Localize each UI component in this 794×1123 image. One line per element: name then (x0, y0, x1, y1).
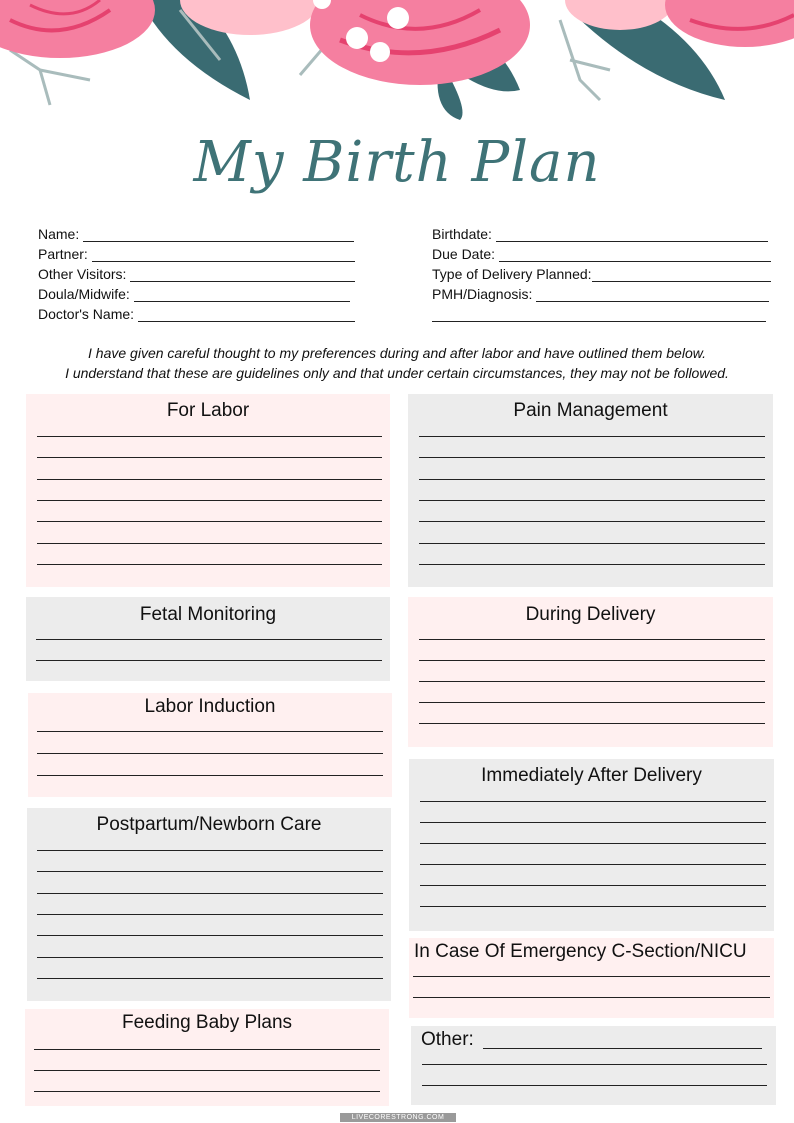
section-title: During Delivery (525, 604, 656, 625)
blank-line[interactable] (37, 521, 382, 522)
birthdate-field[interactable] (432, 224, 768, 242)
blank-line[interactable] (419, 723, 765, 724)
field-label: Partner: (38, 246, 88, 262)
blank-line[interactable] (419, 660, 765, 661)
field-label: Doula/Midwife: (38, 286, 130, 302)
section-title: Other: (421, 1029, 474, 1050)
blank-line[interactable] (92, 247, 355, 262)
page-title: My Birth Plan (193, 130, 601, 195)
blank-line[interactable] (37, 479, 382, 480)
field-label: Birthdate: (432, 226, 492, 242)
blank-line[interactable] (419, 479, 765, 480)
blank-line[interactable] (419, 436, 765, 437)
floral-header-illustration (0, 0, 794, 125)
section-title: For Labor (166, 400, 250, 421)
section-labor-induction (28, 693, 392, 797)
blank-line[interactable] (37, 935, 383, 936)
section-fetal-monitoring (26, 597, 390, 681)
section-title: Feeding Baby Plans (121, 1012, 293, 1033)
blank-line[interactable] (34, 1091, 380, 1092)
partner-field[interactable] (38, 244, 355, 262)
blank-line[interactable] (37, 564, 382, 565)
blank-line[interactable] (37, 850, 383, 851)
blank-line[interactable] (138, 307, 355, 322)
blank-line[interactable] (420, 864, 766, 865)
field-label: Other Visitors: (38, 266, 127, 282)
blank-line[interactable] (37, 978, 383, 979)
blank-line[interactable] (592, 267, 771, 282)
blank-line[interactable] (419, 521, 765, 522)
blank-line[interactable] (419, 702, 765, 703)
section-feeding-baby-plans (25, 1009, 389, 1106)
blank-line[interactable] (419, 543, 765, 544)
intro-line-2: I understand that these are guidelines only and that under certain circumstances, they may not be followed. (65, 365, 729, 381)
due-date-field[interactable] (432, 244, 771, 262)
blank-line[interactable] (36, 639, 382, 640)
section-for-labor (26, 394, 390, 587)
field-label: PMH/Diagnosis: (432, 286, 533, 302)
blank-line[interactable] (37, 436, 382, 437)
field-label: Doctor's Name: (38, 306, 135, 322)
blank-line[interactable] (37, 753, 383, 754)
blank-line[interactable] (34, 1070, 380, 1071)
intro-line-1: I have given careful thought to my preferences during and after labor and have outlined them below. (88, 345, 706, 361)
section-title: Postpartum/Newborn Care (96, 814, 322, 835)
blank-line[interactable] (420, 822, 766, 823)
blank-line[interactable] (419, 457, 765, 458)
doula-midwife-field[interactable] (38, 284, 350, 302)
blank-line[interactable] (37, 731, 383, 732)
field-label: Name: (38, 226, 80, 242)
blank-line[interactable] (413, 976, 770, 977)
section-title: Labor Induction (144, 696, 276, 717)
delivery-type-field[interactable] (432, 264, 771, 282)
blank-line[interactable] (419, 500, 765, 501)
blank-line[interactable] (37, 914, 383, 915)
blank-line[interactable] (37, 500, 382, 501)
blank-line[interactable] (483, 1048, 762, 1049)
section-emergency-c-section-nicu (409, 938, 774, 1018)
section-immediately-after-delivery (409, 759, 774, 931)
name-field[interactable] (38, 224, 354, 242)
blank-line[interactable] (37, 457, 382, 458)
blank-line[interactable] (496, 227, 768, 242)
blank-line[interactable] (419, 681, 765, 682)
section-title: Pain Management (513, 400, 668, 421)
section-title: In Case Of Emergency C-Section/NICU (414, 941, 747, 962)
section-other (411, 1026, 776, 1105)
blank-line[interactable] (37, 871, 383, 872)
field-label: Due Date: (432, 246, 496, 262)
blank-line[interactable] (130, 267, 355, 282)
blank-line[interactable] (413, 997, 770, 998)
blank-line[interactable] (422, 1085, 767, 1086)
extra-field[interactable] (432, 304, 766, 322)
blank-line[interactable] (34, 1049, 380, 1050)
other-visitors-field[interactable] (38, 264, 355, 282)
site-footer-badge: LIVECORESTRONG.COM (340, 1113, 456, 1122)
pmh-diagnosis-field[interactable] (432, 284, 769, 302)
doctor-name-field[interactable] (38, 304, 355, 322)
section-postpartum-newborn-care (27, 808, 391, 1001)
blank-line[interactable] (422, 1064, 767, 1065)
blank-line[interactable] (37, 957, 383, 958)
blank-line[interactable] (37, 775, 383, 776)
blank-line[interactable] (420, 906, 766, 907)
blank-line[interactable] (134, 287, 350, 302)
section-title: Fetal Monitoring (139, 604, 277, 625)
blank-line[interactable] (499, 247, 771, 262)
blank-line[interactable] (420, 801, 766, 802)
blank-line[interactable] (83, 227, 354, 242)
blank-line[interactable] (36, 660, 382, 661)
section-during-delivery (408, 597, 773, 747)
blank-line[interactable] (536, 287, 769, 302)
blank-line[interactable] (37, 893, 383, 894)
blank-line[interactable] (420, 843, 766, 844)
blank-line[interactable] (37, 543, 382, 544)
blank-line[interactable] (432, 307, 766, 322)
blank-line[interactable] (420, 885, 766, 886)
blank-line[interactable] (419, 639, 765, 640)
blank-line[interactable] (419, 564, 765, 565)
section-title: Immediately After Delivery (481, 765, 702, 786)
section-pain-management (408, 394, 773, 587)
rose-1 (0, 0, 155, 58)
field-label: Type of Delivery Planned: (432, 266, 592, 282)
